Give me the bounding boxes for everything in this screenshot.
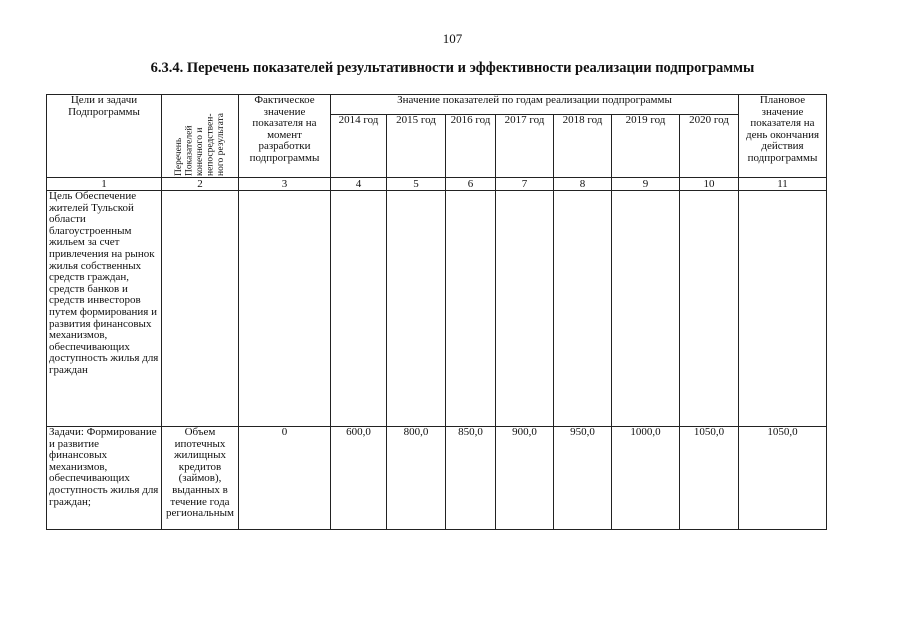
actual-value: 0 <box>239 427 331 530</box>
planned-value: 1050,0 <box>739 427 827 530</box>
empty-cell <box>612 191 680 427</box>
empty-cell <box>162 191 239 427</box>
task-row <box>47 427 827 530</box>
header-goals-tasks: Цели и задачи Подпрограммы <box>47 95 162 178</box>
empty-cell <box>496 191 554 427</box>
section-title: 6.3.4. Перечень показателей результативности и эффективности реализации подпрограммы <box>150 60 755 76</box>
column-number: 1 <box>47 178 162 191</box>
header-year-2019: 2019 год <box>612 115 680 178</box>
empty-cell <box>239 191 331 427</box>
task-text: Задачи: Формирование и развитие финансовых механизмов, обеспечивающих доступность жилья для граждан; <box>47 427 162 530</box>
goal-row <box>47 191 827 427</box>
column-number: 4 <box>331 178 387 191</box>
value-2014: 600,0 <box>331 427 387 530</box>
value-2018: 950,0 <box>554 427 612 530</box>
value-2016: 850,0 <box>446 427 496 530</box>
empty-cell <box>331 191 387 427</box>
header-years-group: Значение показателей по годам реализации подпрограммы <box>331 95 739 115</box>
column-number: 9 <box>612 178 680 191</box>
header-year-2020: 2020 год <box>680 115 739 178</box>
indicators-table-container <box>46 94 827 530</box>
header-actual-value: Фактическое значение показателя на момент разработки подпрограммы <box>239 95 331 178</box>
header-planned-value: Плановое значение показателя на день окончания действия подпрограммы <box>739 95 827 178</box>
empty-cell <box>739 191 827 427</box>
column-number: 2 <box>162 178 239 191</box>
column-number: 7 <box>496 178 554 191</box>
header-row-1 <box>47 95 827 115</box>
header-indicator-list-text: Перечень Показателей конечного и непосредствен-ного результата <box>173 112 226 176</box>
value-2020: 1050,0 <box>680 427 739 530</box>
value-2019: 1000,0 <box>612 427 680 530</box>
indicator-text: Объем ипотечных жилищных кредитов (займов), выданных в течение года региональным <box>162 427 239 530</box>
header-year-2014: 2014 год <box>331 115 387 178</box>
header-indicator-list <box>162 95 239 178</box>
value-2017: 900,0 <box>496 427 554 530</box>
indicators-table <box>46 94 827 530</box>
column-number: 11 <box>739 178 827 191</box>
column-number: 8 <box>554 178 612 191</box>
header-year-2017: 2017 год <box>496 115 554 178</box>
column-number: 10 <box>680 178 739 191</box>
empty-cell <box>387 191 446 427</box>
header-year-2016: 2016 год <box>446 115 496 178</box>
header-year-2015: 2015 год <box>387 115 446 178</box>
column-number: 6 <box>446 178 496 191</box>
value-2015: 800,0 <box>387 427 446 530</box>
empty-cell <box>446 191 496 427</box>
column-number: 3 <box>239 178 331 191</box>
column-number-row <box>47 178 827 191</box>
header-year-2018: 2018 год <box>554 115 612 178</box>
empty-cell <box>554 191 612 427</box>
column-number: 5 <box>387 178 446 191</box>
page-number: 107 <box>442 31 463 46</box>
goal-text: Цель Обеспечение жителей Тульской области благоустроенным жильем за счет привлечения на рынок жилья собственных средств граждан, средств банков и средств инвесторов путем формирования и развития финансовых механизмов, обеспечивающих доступность жилья для граждан <box>47 191 162 427</box>
empty-cell <box>680 191 739 427</box>
